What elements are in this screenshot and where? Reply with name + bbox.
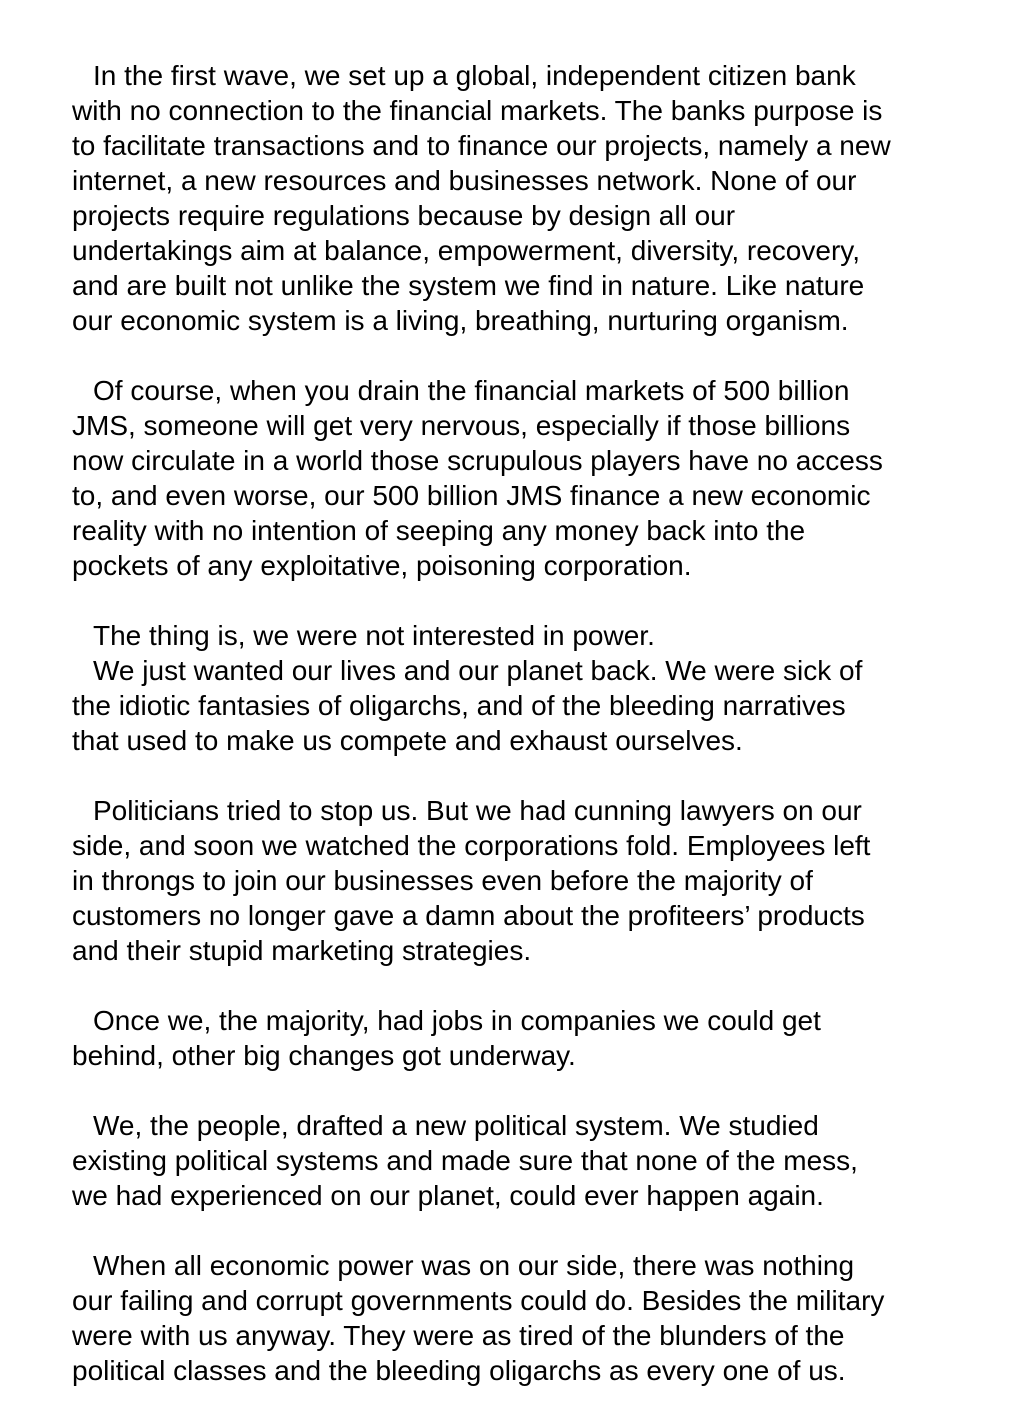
text-line: We, the people, drafted a new political system. We studied bbox=[93, 1110, 819, 1141]
paragraph bbox=[72, 1248, 972, 1388]
text-line: JMS, someone will get very nervous, especially if those billions bbox=[72, 410, 851, 441]
text-line: to facilitate transactions and to finance our projects, namely a new bbox=[72, 130, 891, 161]
text-line: Of course, when you drain the financial markets of 500 billion bbox=[93, 375, 850, 406]
text-line: behind, other big changes got underway. bbox=[72, 1040, 576, 1071]
text-line: to, and even worse, our 500 billion JMS finance a new economic bbox=[72, 480, 871, 511]
paragraph bbox=[72, 793, 972, 968]
text-line: side, and soon we watched the corporations fold. Employees left bbox=[72, 830, 871, 861]
text-line: We just wanted our lives and our planet back. We were sick of bbox=[93, 655, 863, 686]
text-line: in throngs to join our businesses even before the majority of bbox=[72, 865, 813, 896]
paragraph bbox=[72, 1003, 972, 1073]
text-line: reality with no intention of seeping any money back into the bbox=[72, 515, 806, 546]
text-line: customers no longer gave a damn about the profiteers’ products bbox=[72, 900, 865, 931]
text-line: and their stupid marketing strategies. bbox=[72, 935, 532, 966]
paragraph bbox=[72, 373, 972, 583]
text-line: In the first wave, we set up a global, independent citizen bank bbox=[93, 60, 856, 91]
text-line: internet, a new resources and businesses network. None of our bbox=[72, 165, 857, 196]
text-line: were with us anyway. They were as tired of the blunders of the bbox=[72, 1320, 845, 1351]
paragraph bbox=[72, 1108, 972, 1213]
text-line: The thing is, we were not interested in power. bbox=[93, 620, 655, 651]
text-line: we had experienced on our planet, could ever happen again. bbox=[72, 1180, 824, 1211]
text-line: When all economic power was on our side, there was nothing bbox=[93, 1250, 855, 1281]
text-line: Once we, the majority, had jobs in companies we could get bbox=[93, 1005, 821, 1036]
text-line: now circulate in a world those scrupulous players have no access bbox=[72, 445, 883, 476]
text-line: pockets of any exploitative, poisoning corporation. bbox=[72, 550, 692, 581]
text-line: political classes and the bleeding oligarchs as every one of us. bbox=[72, 1355, 846, 1386]
text-line: the idiotic fantasies of oligarchs, and of the bleeding narratives bbox=[72, 690, 846, 721]
paragraph bbox=[72, 618, 972, 758]
text-line: our failing and corrupt governments could do. Besides the military bbox=[72, 1285, 885, 1316]
text-line: Politicians tried to stop us. But we had cunning lawyers on our bbox=[93, 795, 862, 826]
text-line: existing political systems and made sure that none of the mess, bbox=[72, 1145, 858, 1176]
paragraph bbox=[72, 58, 972, 338]
text-line: projects require regulations because by design all our bbox=[72, 200, 736, 231]
text-line: our economic system is a living, breathing, nurturing organism. bbox=[72, 305, 849, 336]
text-line: undertakings aim at balance, empowerment, diversity, recovery, bbox=[72, 235, 860, 266]
document-page bbox=[72, 58, 972, 1388]
text-line: with no connection to the financial markets. The banks purpose is bbox=[72, 95, 883, 126]
text-line: that used to make us compete and exhaust ourselves. bbox=[72, 725, 743, 756]
text-line: and are built not unlike the system we find in nature. Like nature bbox=[72, 270, 865, 301]
